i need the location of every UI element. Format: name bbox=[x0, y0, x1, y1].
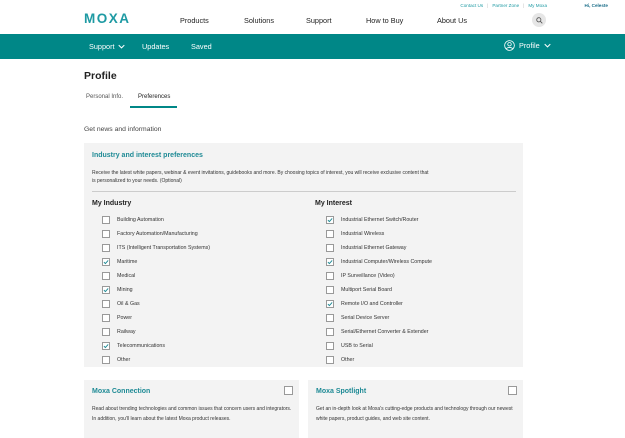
support-dropdown-label: Support bbox=[89, 42, 115, 51]
divider: | bbox=[523, 3, 525, 8]
checkbox[interactable] bbox=[102, 342, 110, 350]
moxa-connection-checkbox[interactable] bbox=[284, 386, 293, 395]
checkbox-option[interactable] bbox=[102, 311, 210, 325]
checkbox[interactable] bbox=[326, 286, 334, 294]
checkbox-option[interactable] bbox=[326, 227, 432, 241]
profile-dropdown[interactable] bbox=[504, 40, 551, 51]
checkbox-option[interactable] bbox=[326, 353, 432, 367]
checkbox-option[interactable] bbox=[102, 213, 210, 227]
checkbox[interactable] bbox=[326, 314, 334, 322]
checkbox[interactable] bbox=[102, 356, 110, 364]
checkbox-label: Industrial Wireless bbox=[341, 231, 385, 237]
card-title: Moxa Spotlight bbox=[316, 388, 367, 395]
checkbox[interactable] bbox=[326, 244, 334, 252]
interest-list bbox=[326, 213, 432, 367]
checkbox-label: Serial Device Server bbox=[341, 315, 390, 321]
chevron-down-icon bbox=[544, 43, 551, 48]
checkbox-option[interactable] bbox=[102, 241, 210, 255]
checkbox-label: Factory Automation/Manufacturing bbox=[117, 231, 198, 237]
checkbox[interactable] bbox=[326, 272, 334, 280]
checkbox[interactable] bbox=[102, 230, 110, 238]
checkbox-option[interactable] bbox=[102, 227, 210, 241]
card-description: Read about trending technologies and common issues that concern users and integrators. In addition, you'll learn about the latest Moxa product releases. bbox=[92, 406, 292, 422]
checkbox-option[interactable] bbox=[102, 255, 210, 269]
checkbox-label: Other bbox=[341, 357, 355, 363]
checkbox-option[interactable] bbox=[326, 339, 432, 353]
support-dropdown[interactable] bbox=[89, 42, 125, 51]
checkbox-option[interactable] bbox=[102, 339, 210, 353]
checkbox[interactable] bbox=[102, 286, 110, 294]
divider bbox=[92, 191, 516, 192]
checkbox[interactable] bbox=[102, 314, 110, 322]
panel-title: Industry and interest preferences bbox=[92, 152, 203, 159]
checkbox[interactable] bbox=[326, 230, 334, 238]
checkbox-label: Railway bbox=[117, 329, 136, 335]
user-icon bbox=[504, 40, 515, 51]
checkmark-icon bbox=[327, 301, 333, 307]
profile-label: Profile bbox=[519, 41, 540, 50]
checkbox-option[interactable] bbox=[326, 255, 432, 269]
checkbox-label: Building Automation bbox=[117, 217, 164, 223]
tab-personal-info[interactable]: Personal Info. bbox=[86, 94, 124, 100]
checkbox-label: Maritime bbox=[117, 259, 138, 265]
checkbox[interactable] bbox=[102, 272, 110, 280]
partner-zone-link[interactable]: Partner Zone bbox=[492, 3, 520, 8]
checkbox-label: Industrial Ethernet Switch/Router bbox=[341, 217, 419, 223]
checkmark-icon bbox=[327, 217, 333, 223]
checkbox-label: Industrial Computer/Wireless Compute bbox=[341, 259, 432, 265]
page-title: Profile bbox=[84, 70, 117, 82]
my-moxa-link[interactable]: My Moxa bbox=[528, 3, 547, 8]
moxa-spotlight-card bbox=[308, 380, 523, 438]
checkmark-icon bbox=[103, 259, 109, 265]
checkbox[interactable] bbox=[326, 342, 334, 350]
checkbox-option[interactable] bbox=[102, 297, 210, 311]
checkbox-label: Other bbox=[117, 357, 131, 363]
checkmark-icon bbox=[103, 343, 109, 349]
checkbox[interactable] bbox=[102, 258, 110, 266]
panel-description: Receive the latest white papers, webinar & event invitations, guidebooks and more. By choosing topics of interest, you will receive exclusive content that is personalized to your needs. (Optional) bbox=[92, 170, 429, 184]
checkbox-label: Industrial Ethernet Gateway bbox=[341, 245, 407, 251]
card-description: Get an in-depth look at Moxa's cutting-edge products and technology through our newest white papers, product guides, and web site content. bbox=[316, 406, 513, 422]
checkbox[interactable] bbox=[326, 300, 334, 308]
card-title: Moxa Connection bbox=[92, 388, 151, 395]
checkbox-label: Telecommunications bbox=[117, 343, 165, 349]
checkmark-icon bbox=[327, 259, 333, 265]
checkbox-option[interactable] bbox=[326, 269, 432, 283]
checkbox[interactable] bbox=[326, 216, 334, 224]
moxa-connection-card bbox=[84, 380, 299, 438]
nav-about-us[interactable]: About Us bbox=[437, 16, 468, 25]
checkbox-option[interactable] bbox=[102, 269, 210, 283]
section-label: Get news and information bbox=[84, 126, 162, 133]
checkbox[interactable] bbox=[102, 328, 110, 336]
checkbox-label: Multiport Serial Board bbox=[341, 287, 392, 293]
checkbox[interactable] bbox=[102, 244, 110, 252]
checkbox[interactable] bbox=[102, 216, 110, 224]
checkbox[interactable] bbox=[326, 328, 334, 336]
checkmark-icon bbox=[103, 287, 109, 293]
checkbox-option[interactable] bbox=[326, 283, 432, 297]
checkbox[interactable] bbox=[326, 258, 334, 266]
active-tab-indicator bbox=[130, 106, 177, 108]
saved-link[interactable]: Saved bbox=[191, 42, 212, 51]
secondary-nav-bar bbox=[0, 34, 625, 59]
industry-preferences-panel bbox=[84, 143, 523, 367]
moxa-spotlight-checkbox[interactable] bbox=[508, 386, 517, 395]
chevron-down-icon bbox=[118, 44, 125, 49]
checkbox-label: USB to Serial bbox=[341, 343, 373, 349]
search-button[interactable] bbox=[532, 13, 546, 27]
updates-link[interactable]: Updates bbox=[142, 42, 170, 51]
checkbox-label: Remote I/O and Controller bbox=[341, 301, 403, 307]
nav-solutions[interactable]: Solutions bbox=[244, 16, 275, 25]
nav-support[interactable]: Support bbox=[306, 16, 332, 25]
tab-preferences[interactable]: Preferences bbox=[138, 94, 171, 100]
checkbox-option[interactable] bbox=[102, 353, 210, 367]
nav-how-to-buy[interactable]: How to Buy bbox=[366, 16, 404, 25]
greeting-user[interactable]: Hi, Celeste bbox=[584, 3, 608, 8]
checkbox-label: Oil & Gas bbox=[117, 301, 140, 307]
utility-links bbox=[460, 3, 608, 8]
checkbox[interactable] bbox=[326, 356, 334, 364]
checkbox[interactable] bbox=[102, 300, 110, 308]
my-interest-heading: My Interest bbox=[315, 200, 352, 207]
checkbox-label: Medical bbox=[117, 273, 136, 279]
checkbox-label: Power bbox=[117, 315, 133, 321]
checkbox-label: ITS (Intelligent Transportation Systems) bbox=[117, 245, 211, 251]
search-icon bbox=[536, 17, 543, 24]
checkbox-label: Serial/Ethernet Converter & Extender bbox=[341, 329, 429, 335]
checkbox-label: Mining bbox=[117, 287, 133, 293]
checkbox-option[interactable] bbox=[326, 297, 432, 311]
moxa-logo[interactable]: MOXA bbox=[84, 11, 131, 26]
industry-list bbox=[102, 213, 210, 367]
checkbox-option[interactable] bbox=[102, 325, 210, 339]
checkbox-option[interactable] bbox=[326, 325, 432, 339]
contact-us-link[interactable]: Contact Us bbox=[460, 3, 484, 8]
my-industry-heading: My Industry bbox=[92, 200, 132, 207]
nav-products[interactable]: Products bbox=[180, 16, 209, 25]
checkbox-option[interactable] bbox=[326, 311, 432, 325]
checkbox-label: IP Surveillance (Video) bbox=[341, 273, 395, 279]
divider: | bbox=[487, 3, 489, 8]
checkbox-option[interactable] bbox=[326, 241, 432, 255]
checkbox-option[interactable] bbox=[326, 213, 432, 227]
checkbox-option[interactable] bbox=[102, 283, 210, 297]
